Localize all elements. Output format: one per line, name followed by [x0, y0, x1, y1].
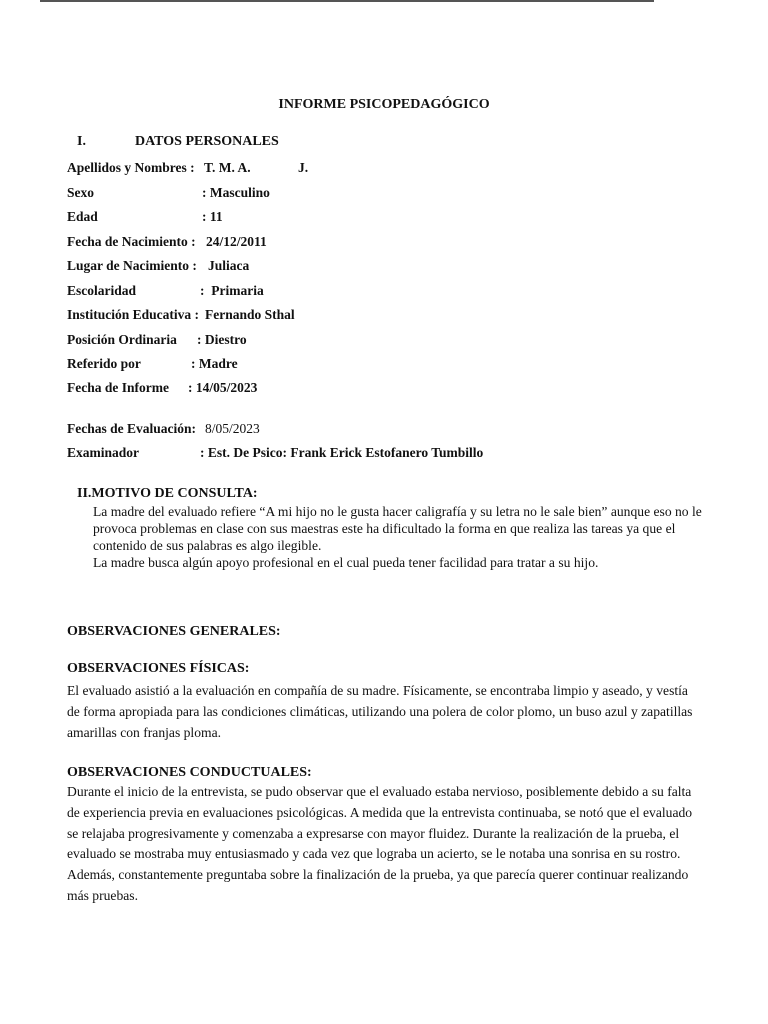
field-value-institucion: Fernando Sthal: [205, 307, 295, 322]
field-label-institucion: Institución Educativa :: [67, 307, 200, 322]
section2-title: II.MOTIVO DE CONSULTA:: [77, 486, 258, 501]
obs-general-title: OBSERVACIONES GENERALES:: [67, 624, 281, 639]
field-value-escolaridad: : Primaria: [200, 283, 264, 298]
obs-conductuales-paragraph: Durante el inicio de la entrevista, se pudo observar que el evaluado estaba nervioso, posiblemente debido a su falta de experiencia previa en evaluaciones psicológicas. A medida que la entrevista continuaba, se notó que el evaluado se relajaba progresivamente y comenzaba a expresarse con mayor fluidez. Durante la realización de la prueba, el evaluado se mostraba muy entusiasmado y cada vez que lograba un acierto, se le notaba una sonrisa en su rostro. Además, constantemente preguntaba sobre la finalización de la prueba, ya que parecía querer continuar realizando más pruebas.: [67, 784, 693, 903]
field-value-nombres-extra: J.: [298, 160, 309, 175]
field-label-posicion: Posición Ordinaria: [67, 332, 177, 347]
field-value-fecha-informe: : 14/05/2023: [188, 380, 258, 395]
motivo-paragraph-1: La madre del evaluado refiere “A mi hijo no le gusta hacer caligrafía y su letra no le sale bien” aunque eso no le provoca problemas en clase con sus maestras este ha dificultado la forma en que realiza las tareas ya que el contenido de sus palabras es algo ilegible.: [93, 504, 702, 553]
field-label-fecha-nacimiento: Fecha de Nacimiento :: [67, 234, 196, 249]
field-value-nombres: T. M. A.: [204, 160, 251, 175]
field-value-posicion: : Diestro: [197, 332, 247, 347]
field-value-fecha-nacimiento: 24/12/2011: [206, 234, 267, 249]
field-label-sexo: Sexo: [67, 185, 94, 200]
section1-title: DATOS PERSONALES: [135, 134, 279, 149]
motivo-text: [93, 503, 713, 571]
field-value-referido: : Madre: [191, 356, 238, 371]
obs-conductuales-title: OBSERVACIONES CONDUCTUALES:: [67, 765, 312, 780]
obs-fisicas-title: OBSERVACIONES FÍSICAS:: [67, 661, 250, 676]
section1-number: I.: [77, 134, 86, 149]
field-label-examinador: Examinador: [67, 445, 140, 460]
field-label-edad: Edad: [67, 209, 98, 224]
obs-fisicas-text: [67, 681, 697, 743]
field-label-nombres: Apellidos y Nombres :: [67, 160, 195, 175]
field-value-examinador: : Est. De Psico: Frank Erick Estofanero Tumbillo: [200, 445, 484, 460]
document-title: INFORME PSICOPEDAGÓGICO: [278, 97, 490, 112]
field-value-lugar-nacimiento: Juliaca: [208, 258, 250, 273]
field-label-fechas-evaluacion: Fechas de Evaluación:: [67, 421, 197, 436]
obs-conductuales-text: [67, 782, 697, 907]
field-label-referido: Referido por: [67, 356, 141, 371]
field-label-lugar-nacimiento: Lugar de Nacimiento :: [67, 258, 197, 273]
obs-fisicas-paragraph: El evaluado asistió a la evaluación en compañía de su madre. Físicamente, se encontraba limpio y aseado, y vestía de forma apropiada para las condiciones climáticas, utilizando una polera de color plomo, un buso azul y zapatillas amarillas con franjas ploma.: [67, 683, 693, 740]
field-value-edad: : 11: [202, 209, 223, 224]
field-label-escolaridad: Escolaridad: [67, 283, 137, 298]
top-rule: [40, 0, 654, 2]
field-label-fecha-informe: Fecha de Informe: [67, 380, 169, 395]
field-value-fechas-evaluacion: 8/05/2023: [205, 421, 260, 436]
field-value-sexo: : Masculino: [202, 185, 270, 200]
motivo-paragraph-2: La madre busca algún apoyo profesional en el cual pueda tener facilidad para tratar a su hijo.: [93, 555, 599, 570]
